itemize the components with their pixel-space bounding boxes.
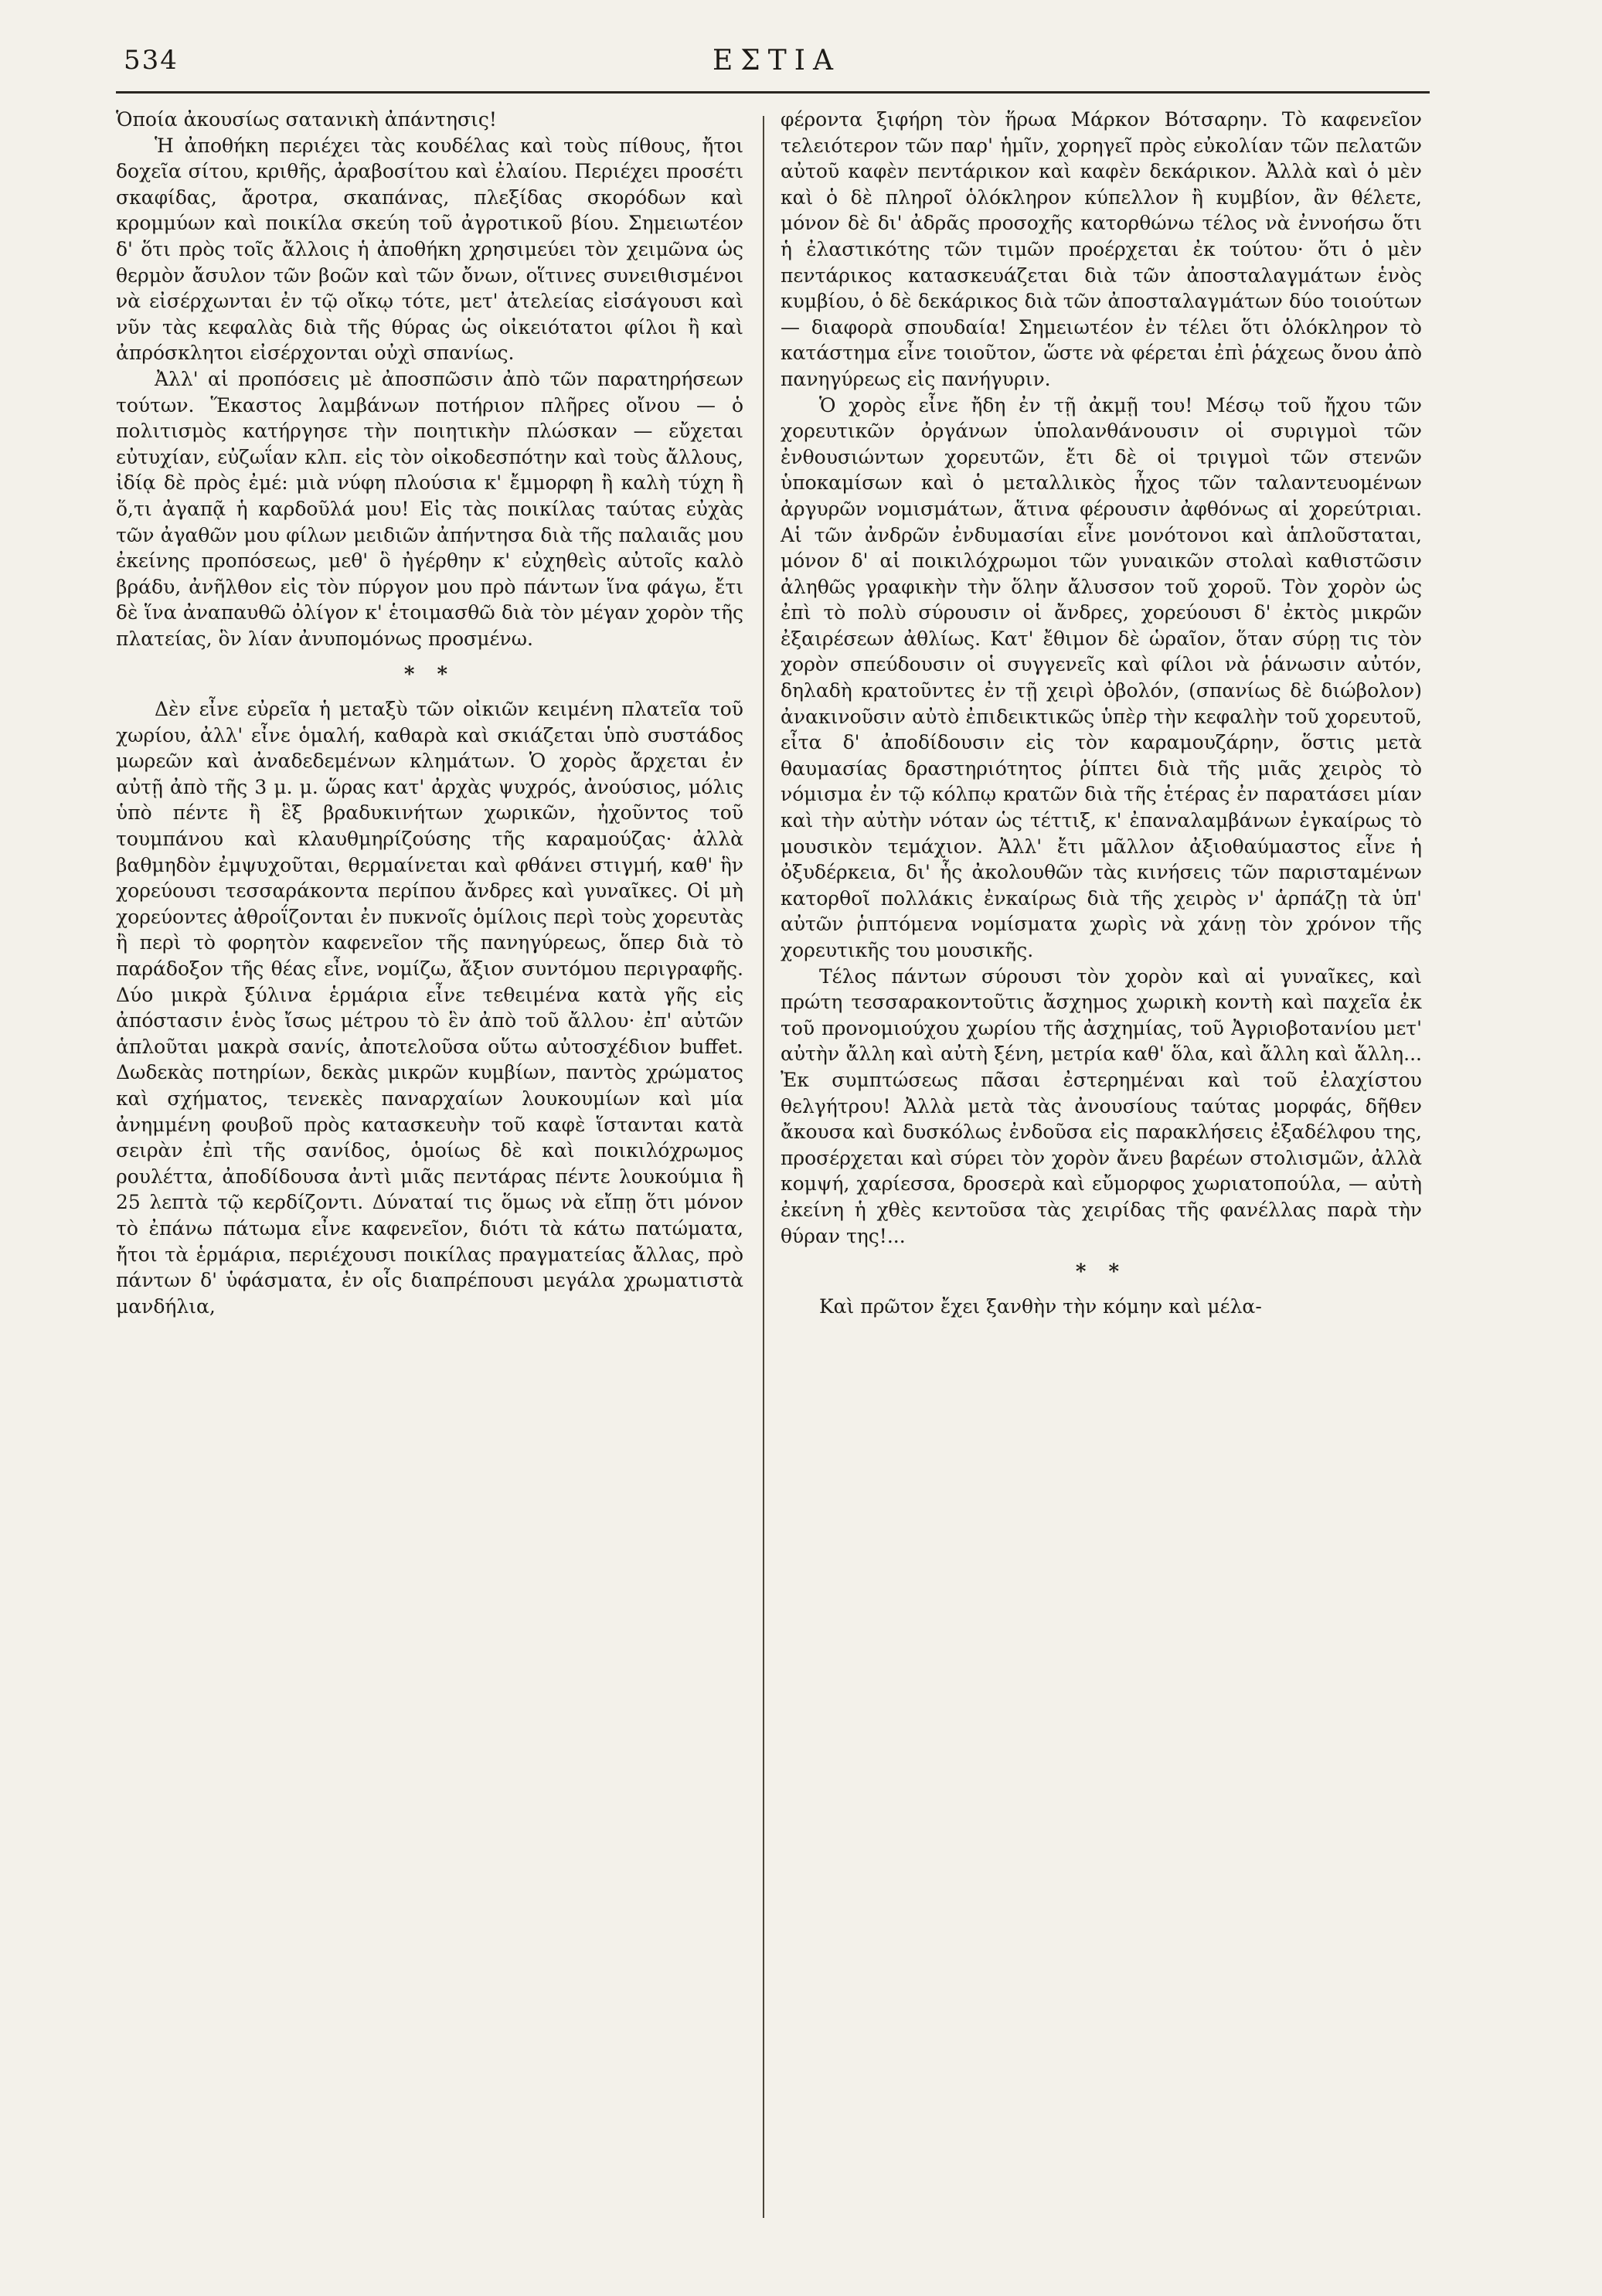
paragraph: Ἡ ἀποθήκη περιέχει τὰς κουδέλας καὶ τοὺς πίθους, ἤτοι δοχεῖα σίτου, κριθῆς, ἀραβοσίτου καὶ ἐλαίου. Περιέχει προσέτι σκαφίδας, ἄροτρα, σκαπάνας, πλεξίδας σκορόδων καὶ κρομμύων καὶ ποικίλα σκεύη τοῦ ἀγροτικοῦ βίου. Σημειωτέον δ' ὅτι πρὸς τοῖς ἄλλοις ἡ ἀποθήκη χρησιμεύει τὸν χειμῶνα ὡς θερμὸν ἄσυλον τῶν βοῶν καὶ τῶν ὄνων, οἵτινες συνειθισμένοι νὰ εἰσέρχωνται ἐν τῷ οἴκῳ τότε, μετ' ἀτελείας εἰσάγουσι καὶ νῦν τὰς κεφαλὰς διὰ τῆς θύρας ὡς οἰκειότατοι φίλοι ἢ καὶ ἀπρόσκλητοι εἰσέρχονται οὐχὶ σπανίως. [116,134,743,365]
paragraph: Ὁποία ἀκουσίως σατανικὴ ἀπάντησις! [116,108,497,131]
paragraph: Καὶ πρῶτον ἔχει ξανθὴν τὴν κόμην καὶ μέλα- [819,1294,1262,1318]
page-number: 534 [124,45,179,76]
column-divider [763,116,764,2218]
running-title: ΕΣΤΙΑ [713,45,841,77]
paragraph: Ὁ χορὸς εἶνε ἤδη ἐν τῇ ἀκμῇ του! Μέσῳ τοῦ ἤχου τῶν χορευτικῶν ὀργάνων ὑπολανθάνουσιν οἱ συριγμοὶ τῶν ἐνθουσιώντων χορευτῶν, ἔτι δὲ οἱ τριγμοὶ τῶν στενῶν ὑποκαμίσων καὶ ὁ μεταλλικὸς ἦχος τῶν ταλαντευομένων ἀργυρῶν νομισμάτων, ἅτινα φέρουσιν ἀφθόνως αἱ χορεύτριαι. Αἱ τῶν ἀνδρῶν ἐνδυμασίαι εἶνε μονότονοι καὶ ἁπλοῦσταται, μόνον δ' αἱ ποικιλόχρωμοι τῶν γυναικῶν στολαὶ καθιστῶσιν ἀληθῶς γραφικὴν τὴν ὅλην ἄλυσσον τοῦ χοροῦ. Τὸν χορὸν ὡς ἐπὶ τὸ πολὺ σύρουσιν οἱ ἄνδρες, χορεύουσι δ' ἐκτὸς μικρῶν ἐξαιρέσεων ἀθλίως. Κατ' ἔθιμον δὲ ὡραῖον, ὅταν σύρῃ τις τὸν χορὸν σπεύδουσιν οἱ συγγενεῖς καὶ φίλοι νὰ ῥάνωσιν αὐτόν, δηλαδὴ κρατοῦντες ἐν τῇ χειρὶ ὀβολόν, (σπανίως δὲ διώβολον) ἀνακινοῦσιν αὐτὸ ἐπιδεικτικῶς ὑπὲρ τὴν κεφαλὴν τοῦ χορευτοῦ, εἶτα δ' ἀποδίδουσιν εἰς τὸν καραμουζάρην, ὅστις μετὰ θαυμασίας δραστηριότητος ῥίπτει διὰ τῆς μιᾶς χειρὸς τὸ νόμισμα ἐν τῷ κόλπῳ κρατῶν διὰ τῆς ἑτέρας ἐν παρατάσει μίαν καὶ τὴν αὐτὴν νόταν ὡς τέττιξ, κ' ἐπαναλαμβάνων ἐγκαίρως τὸ μουσικὸν τεμάχιον. Ἀλλ' ἔτι μᾶλλον ἀξιοθαύμαστος εἶνε ἡ ὀξυδέρκεια, δι' ἧς ἀκολουθῶν τὰς κινήσεις τῶν παρισταμένων κατορθοῖ πολλάκις ἐνκαίρως διὰ τῆς χειρὸς ν' ἁρπάζῃ τὰ ὑπ' αὐτῶν ῥιπτόμενα νομίσματα χωρὶς νὰ χάνῃ τὸν χρόνον τῆς χορευτικῆς του μουσικῆς. [781,393,1422,961]
paragraph: φέροντα ξιφήρη τὸν ἥρωα Μάρκον Βότσαρην. Τὸ καφενεῖον τελειότερον τῶν παρ' ἡμῖν, χορηγεῖ πρὸς εὐκολίαν τῶν πελατῶν αὐτοῦ καφὲν πεντάρικον καὶ καφὲν δεκάρικον. Ἀλλὰ καὶ ὁ μὲν καὶ ὁ δὲ πληροῖ ὁλόκληρον κύπελλον ἢ κυμβίον, ἂν θέλετε, μόνον δὲ δι' ἀδρᾶς προσοχῆς κατορθώνω τέλος νὰ ἐννοήσω ὅτι ἡ ἐλαστικότης τῶν τιμῶν προέρχεται ἐκ τούτου· ὅτι ὁ μὲν πεντάρικος κατασκευάζεται διὰ τῶν ἀποσταλαγμάτων ἑνὸς κυμβίου, ὁ δὲ δεκάρικος διὰ τῶν ἀποσταλαγμάτων δύο τοιούτων — διαφορὰ σπουδαία! Σημειωτέον ἐν τέλει ὅτι ὁλόκληρον τὸ κατάστημα εἶνε τοιοῦτον, ὥστε νὰ φέρεται ἐπὶ ῥάχεως ὄνου ἀπὸ πανηγύρεως εἰς πανήγυριν. [781,108,1422,390]
paragraph: Τέλος πάντων σύρουσι τὸν χορὸν καὶ αἱ γυναῖκες, καὶ πρώτη τεσσαρακοντοῦτις ἄσχημος χωρικὴ κοντὴ καὶ παχεῖα ἐκ τοῦ προνομιούχου χωρίου τῆς ἀσχημίας, τοῦ Ἀγριοβοτανίου μετ' αὐτὴν ἄλλη καὶ αὐτὴ ξένη, μετρία καθ' ὅλα, καὶ ἄλλη καὶ ἄλλη... Ἐκ συμπτώσεως πᾶσαι ἐστερημέναι καὶ τοῦ ἐλαχίστου θελγήτρου! Ἀλλὰ μετὰ τὰς ἀνουσίους ταύτας μορφάς, δῆθεν ἄκουσα καὶ δυσκόλως ἐνδοῦσα εἰς παρακλήσεις ἐξαδέλφου της, προσέρχεται καὶ σύρει τὸν χορὸν ἄνευ βαρέων στολισμῶν, ἀλλὰ κομψή, χαρίεσσα, δροσερὰ καὶ εὔμορφος χωριατοπούλα, — αὐτὴ ἐκείνη ἡ χθὲς κεντοῦσα τὰς χειρίδας τῆς φανέλλας παρὰ τὴν θύραν της!... [781,964,1422,1247]
section-separator: * * [1075,1260,1128,1284]
page-header [124,45,1430,88]
right-column [781,107,1422,1319]
section-separator: * * [403,663,456,687]
paragraph: Δὲν εἶνε εὐρεῖα ἡ μεταξὺ τῶν οἰκιῶν κειμένη πλατεῖα τοῦ χωρίου, ἀλλ' εἶνε ὁμαλή, καθαρὰ καὶ σκιάζεται ὑπὸ συστάδος μωρεῶν καὶ ἀναδεδεμένων κλημάτων. Ὁ χορὸς ἄρχεται ἐν αὐτῇ ἀπὸ τῆς 3 μ. μ. ὥρας κατ' ἀρχὰς ψυχρός, ἀνούσιος, μόλις ὑπὸ πέντε ἢ ἓξ βραδυκινήτων χωρικῶν, ἠχοῦντος τοῦ τουμπάνου καὶ κλαυθμηρίζούσης τῆς καραμούζας· ἀλλὰ βαθμηδὸν ἐμψυχοῦται, θερμαίνεται καὶ φθάνει στιγμή, καθ' ἣν χορεύουσι τεσσαράκοντα περίπου ἄνδρες καὶ γυναῖκες. Οἱ μὴ χορεύοντες ἀθροΐζονται ἐν πυκνοῖς ὁμίλοις περὶ τοὺς χορευτὰς ἢ περὶ τὸ φορητὸν καφενεῖον τῆς πανηγύρεως, ὅπερ διὰ τὸ παράδοξον τῆς θέας εἶνε, νομίζω, ἄξιον συντόμου περιγραφῆς. Δύο μικρὰ ξύλινα ἑρμάρια εἶνε τεθειμένα κατὰ γῆς εἰς ἀπόστασιν ἑνὸς ἴσως μέτρου τὸ ἓν ἀπὸ τοῦ ἄλλου· ἐπ' αὐτῶν ἁπλοῦται μακρὰ σανίς, ἀποτελοῦσα οὕτω αὐτοσχέδιον buffet. Δωδεκὰς ποτηρίων, δεκὰς μικρῶν κυμβίων, παντὸς χρώματος καὶ σχήματος, τενεκὲς παναρχαίων λουκουμίων καὶ μία ἀνημμένη φουβοῦ πρὸς κατασκευὴν τοῦ καφὲ ἵστανται κατὰ σειρὰν ἐπὶ τῆς σανίδος, ὁμοίως δὲ καὶ ποικιλόχρωμος ρουλέττα, ἀποδίδουσα ἀντὶ μιᾶς πεντάρας πέντε λουκούμια ἢ 25 λεπτὰ τῷ κερδίζοντι. Δύναταί τις ὅμως νὰ εἴπῃ ὅτι μόνον τὸ ἐπάνω πάτωμα εἶνε καφενεῖον, διότι τὰ κάτω πατώματα, ἤτοι τὰ ἑρμάρια, περιέχουσι ποικίλας πραγματείας ἄλλας, πρὸ πάντων δ' ὑφάσματα, ἐν οἷς διαπρέπουσι μεγάλα χρωματιστὰ μανδήλια, [116,698,743,1318]
header-rule [116,91,1430,94]
paragraph: Ἀλλ' αἱ προπόσεις μὲ ἀποσπῶσιν ἀπὸ τῶν παρατηρήσεων τούτων. Ἕκαστος λαμβάνων ποτήριον πλῆρες οἴνου — ὁ πολιτισμὸς κατήργησε τὴν ποιητικὴν πλώσκαν — εὔχεται εὐτυχίαν, εὐζωΐαν κλπ. εἰς τὸν οἰκοδεσπότην καὶ τοὺς ἄλλους, ἰδίᾳ δὲ πρὸς ἐμέ: μιὰ νύφη πλούσια κ' ἔμμορφη ἢ καλὴ τύχη ἢ ὅ,τι ἀγαπᾷ ἡ καρδοῦλά μου! Εἰς τὰς ποικίλας ταύτας εὐχὰς τῶν ἀγαθῶν μου φίλων μειδιῶν ἀπήντησα διὰ τῆς παλαιᾶς μου ἐκείνης προπόσεως, μεθ' ὃ ἠγέρθην κ' εὐχηθεὶς αὐτοῖς καλὸ βράδυ, ἀνῆλθον εἰς τὸν πύργον μου πρὸ πάντων ἵνα φάγω, ἔτι δὲ ἵνα ἀναπαυθῶ ὀλίγον κ' ἑτοιμασθῶ διὰ τὸν μέγαν χορὸν τῆς πλατείας, ὃν λίαν ἀνυπομόνως προσμένω. [116,367,743,650]
left-column [116,107,743,1319]
